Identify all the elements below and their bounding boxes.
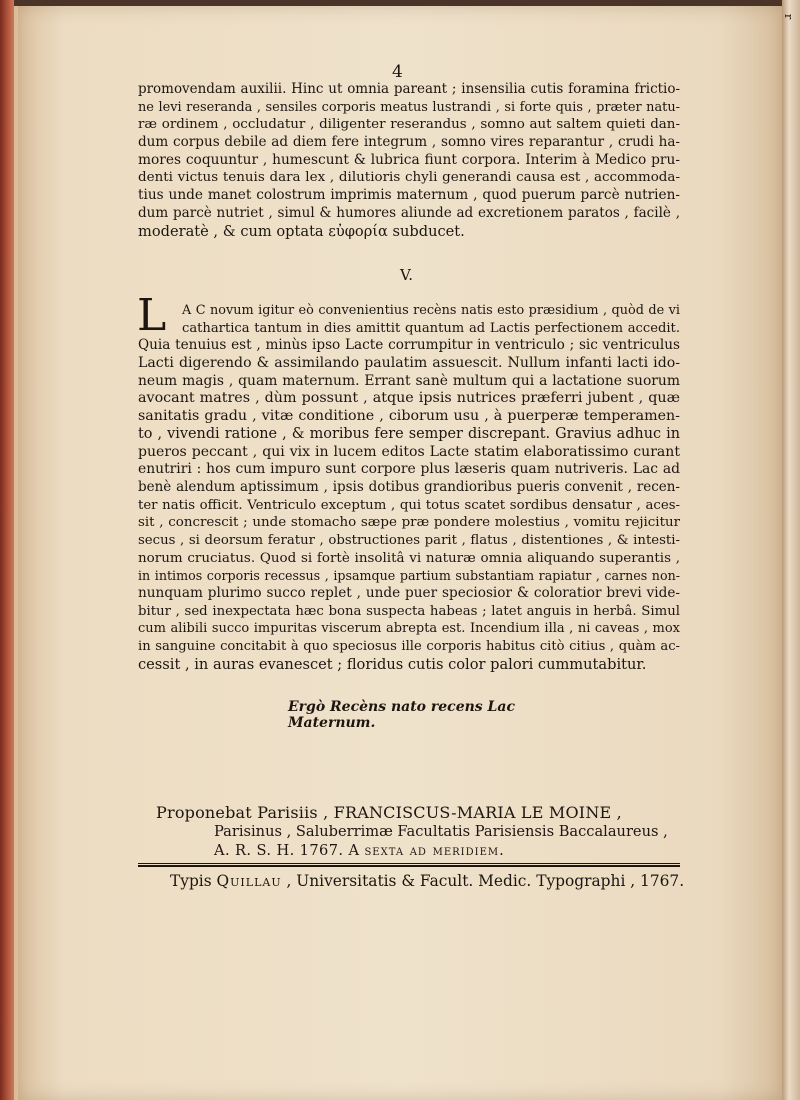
date-line (214, 842, 634, 859)
text-line: norum cruciatus. Quod si fortè insolitâ vi naturæ omnia aliquando superantis , (138, 550, 680, 566)
text-line: pueros peccant , qui vix in lucem editos Lacte statim elaboratissimo curant (138, 443, 680, 460)
printer-imprint (170, 872, 685, 890)
drop-cap: L (137, 290, 167, 341)
text-line: in sanguine concitabit à quo speciosus ille corporis habitus citò citius , quàm ac- (138, 639, 680, 655)
text-line: benè alendum aptissimum , ipsis dotibus grandioribus pueris convenit , recen- (138, 478, 680, 495)
text-line: bitur , sed inexpectata hæc bona suspecta habeas ; latet anguis in herbâ. Simul (138, 603, 680, 619)
text-line: ne levi reseranda , sensiles corporis meatus lustrandi , si forte quis , præter natu- (138, 99, 680, 115)
text-line: cathartica tantum in dies amittit quantum ad Lactis perfectionem accedit. (182, 320, 680, 336)
text-line: cum alibili succo impuritas viscerum abrepta est. Incendium illa , ni caveas , mox (138, 621, 680, 637)
edge-mark: r (782, 14, 795, 20)
text-line: Quia tenuius est , minùs ipso Lacte corrumpitur in ventriculo ; sic ventriculus (138, 337, 680, 354)
text-line: mores coquuntur , humescunt & lubrica fiunt corpora. Interim à Medico pru- (138, 151, 680, 168)
text-line: secus , si deorsum feratur , obstructiones parit , flatus , distentiones , & intesti- (138, 532, 680, 548)
text-line: Lacti digerendo & assimilando paulatim assuescit. Nullum infanti lacti ido- (138, 355, 680, 372)
paragraph-1 (138, 81, 680, 240)
right-page-edge (782, 0, 800, 1100)
text-line: in intimos corporis recessus , ipsamque partium substantiam rapiatur , carnes non- (138, 568, 680, 584)
text-line: enutriri : hos cum impuro sunt corpore plus læseris quam nutriveris. Lac ad (138, 461, 680, 478)
text-line: avocant matres , dùm possunt , atque ipsis nutrices præferri jubent , quæ (138, 390, 680, 407)
text-line: neum magis , quam maternum. Errant sanè multum qui a lactatione suorum (138, 372, 680, 389)
date-time: sexta ad meridiem. (364, 842, 505, 859)
printer-name: Quillau (216, 872, 282, 890)
text-line: cessit , in auras evanescet ; floridus cutis color palori cummutabitur. (138, 655, 647, 673)
thesis-conclusion: Ergò Recèns nato recens Lac Maternum. (288, 699, 515, 731)
text-line: dum corpus debile ad diem fere integrum , somno vires reparantur , crudi ha- (138, 134, 680, 151)
text-line: moderatè , & cum optata εὐφορία subducet. (138, 222, 465, 240)
text-line: denti victus tenuis dara lex , dilutioris chyli generandi causa est , accommoda- (138, 170, 680, 186)
text-line: sit , concrescit ; unde stomacho sæpe præ pondere molestius , vomitu rejicitur (138, 515, 680, 531)
book-binding-edge (0, 0, 14, 1100)
imprint-suffix: , Universitatis & Facult. Medic. Typographi , 1767. (286, 872, 685, 890)
date-prefix: A. R. S. H. 1767. A (214, 842, 360, 859)
paragraph-2 (138, 302, 680, 673)
text-line: sanitatis gradu , vitæ conditione , ciborum usu , à puerperæ temperamen- (138, 408, 680, 425)
text-line: to , vivendi ratione , & moribus fere semper discrepant. Gravius adhuc in (138, 425, 680, 442)
text-line: dum parcè nutriet , simul & humores aliunde ad excretionem paratos , facilè , (138, 204, 680, 221)
text-line: tius unde manet colostrum imprimis maternum , quod puerum parcè nutrien- (138, 187, 680, 204)
ornamental-rule (138, 862, 680, 868)
text-line: nunquam plurimo succo replet , unde puer speciosior & coloratior brevi vide- (138, 585, 680, 601)
imprint-prefix: Typis (170, 872, 212, 890)
respondent-line: Proponebat Parisiis , FRANCISCUS-MARIA LE MOINE , (156, 803, 622, 822)
text-line: ter natis officit. Ventriculo exceptum , qui totus scatet sordibus densatur , aces- (138, 497, 680, 513)
text-line: A C novum igitur eò convenientius recèns natis esto præsidium , quòd de vi (182, 303, 680, 318)
respondent-title-line: Parisinus , Saluberrimæ Facultatis Parisiensis Baccalaureus , (214, 823, 668, 840)
text-line: ræ ordinem , occludatur , diligenter reserandus , somno aut saltem quieti dan- (138, 117, 680, 133)
section-numeral: V. (400, 266, 413, 284)
text-line: promovendam auxilii. Hinc ut omnia pareant ; insensilia cutis foramina frictio- (138, 81, 680, 97)
page-number: 4 (392, 62, 403, 82)
